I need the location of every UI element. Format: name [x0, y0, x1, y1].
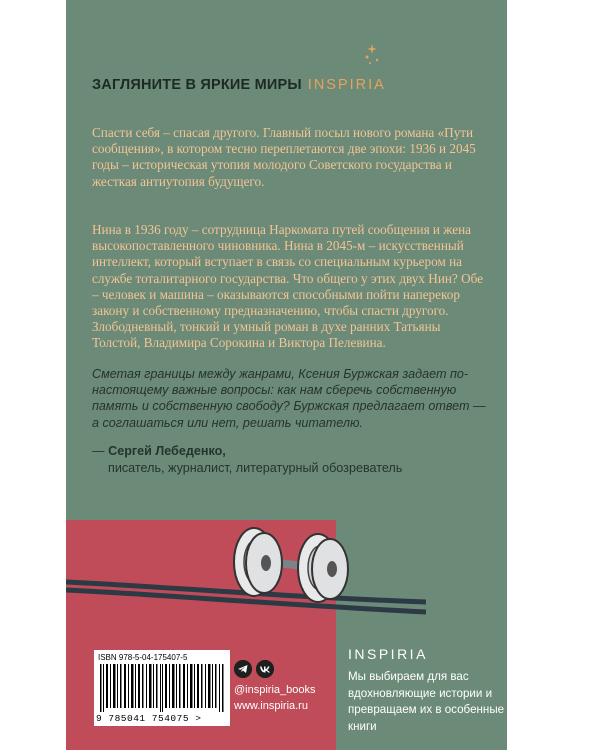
- attribution-role: писатель, журналист, литературный обозреватель: [108, 461, 403, 475]
- telegram-icon[interactable]: [234, 660, 252, 678]
- weight-plate-left-icon: [234, 528, 282, 596]
- weight-plate-right-icon: [298, 534, 348, 602]
- white-margin-left: [0, 0, 66, 750]
- quote-attribution: [92, 443, 402, 477]
- tagline-text: ЗАГЛЯНИТЕ В ЯРКИЕ МИРЫ: [92, 77, 302, 93]
- description-paragraph-3: Злободневный, тонкий и умный роман в духе ранних Татьяны Толстой, Владимира Сорокина и Виктора Пелевина.: [92, 319, 441, 351]
- description-paragraph-2: Нина в 1936 году – сотрудница Наркомата путей сообщения и жена высокопоставленного чиновника. Нина в 2045-м – искусственный интеллект, который вступает в связь со специальным курьером на службе тоталитарного государства. Что общего у этих двух Нин? Обе – человек и машина – оказываются способными пойти наперекор закону и собственному предназначению, чтобы спасти другого.: [92, 222, 483, 319]
- publisher-promo-text: Мы выбираем для вас вдохновляющие истории и превращаем их в особенные книги: [348, 670, 505, 733]
- review-quote: Сметая границы между жанрами, Ксения Буржская задает по-настоящему важные вопросы: как нам сберечь собственную память и собственную свободу? Буржская предлагает ответ — а соглашаться или нет, решать читателю.: [92, 367, 486, 430]
- isbn-label: ISBN 978-5-04-175407-5: [98, 653, 188, 662]
- attribution-dash: —: [92, 444, 109, 458]
- attribution-name: Сергей Лебеденко,: [108, 444, 226, 458]
- barcode-number: 9 785041 754075 >: [96, 713, 202, 724]
- tagline: [92, 77, 386, 93]
- white-margin-right: [507, 0, 600, 750]
- barcode-icon: [98, 664, 226, 712]
- publisher-brand: INSPIRIA: [348, 646, 428, 662]
- vk-icon[interactable]: [256, 660, 274, 678]
- social-handle: @inspiria_books: [234, 684, 316, 696]
- website-link[interactable]: www.inspiria.ru: [234, 700, 308, 712]
- dumbbell-on-rails-illustration: [66, 520, 426, 630]
- sparkle-icon: [362, 42, 382, 66]
- description-paragraph-1: Спасти себя – спасая другого. Главный посыл нового романа «Пути сообщения», в котором тесно переплетаются две эпохи: 1936 и 2045 годы – историческая утопия молодого Советского государства и жесткая антиутопия будущего.: [92, 125, 476, 189]
- tagline-brand: INSPIRIA: [307, 77, 386, 93]
- isbn-barcode-block: [94, 650, 230, 726]
